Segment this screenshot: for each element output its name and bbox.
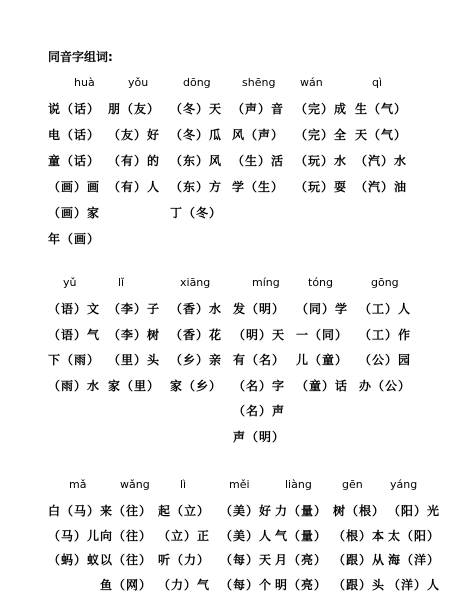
word-entry: （画）家 [48,206,101,220]
pinyin-label: měi [229,478,250,491]
word-entry: （汽）水 [355,154,408,168]
word-entry: 白（马） [48,504,101,518]
word-entry: 学（生） [232,180,285,194]
word-entry: 听（力） [158,553,211,567]
word-entry: （每）天 [220,553,273,567]
word-entry: 气（量） [275,528,328,543]
word-entry: 家（里） [108,378,161,393]
pinyin-label: huà [74,76,95,89]
word-entry: 声（明） [233,429,286,444]
pinyin-label: gēn [342,478,363,491]
word-entry: （名）字 [233,378,286,393]
page-title: 同音字组词: [48,50,113,64]
word-entry: 树（根） [333,504,386,518]
word-entry: （有）人 [108,180,161,194]
word-entry: 家（乡） [170,378,223,393]
word-entry: （乡）亲 [170,353,223,367]
word-entry: （玩）耍 [295,180,348,194]
word-entry: （冬）瓜 [170,128,223,142]
word-entry: 发（明） [233,302,286,316]
word-entry: （东）风 [170,154,223,168]
pinyin-label: míng [252,276,280,289]
pinyin-label: lì [180,478,187,491]
pinyin-label: yǒu [128,76,149,89]
word-entry: （立）正 [158,528,211,543]
word-entry: 风（声） [232,128,285,142]
word-entry: （汽）油 [355,180,408,194]
word-entry: 力（量） [275,504,328,518]
word-entry: （声）音 [232,102,285,116]
word-entry: （每）个 [220,577,273,592]
word-entry: 办（公） [359,378,412,393]
word-entry: （美）人 [220,528,273,543]
word-entry: （李）子 [108,302,161,316]
word-entry: （跟）头 [333,577,386,592]
word-entry: 来（往） [100,504,153,518]
word-entry: 朋（友） [108,102,161,116]
word-entry: 以（往） [100,553,153,567]
word-entry: 一（同） [296,327,349,342]
word-entry: （有）的 [108,154,161,168]
word-entry: 有（名） [233,353,286,367]
word-entry: 海（洋） [388,553,441,567]
word-entry: 生（气） [355,102,408,116]
word-entry: 电（话） [48,128,101,142]
word-entry: （美）好 [220,504,273,518]
word-entry: （友）好 [108,128,161,142]
word-entry: （公）园 [359,353,412,367]
word-entry: （工）人 [359,302,412,316]
pinyin-label: mǎ [69,478,87,491]
word-entry: （完）成 [295,102,348,116]
word-entry: 年（画） [48,232,101,246]
word-entry: （马）儿 [48,528,101,543]
pinyin-label: yǔ [63,276,77,289]
word-entry: （李）树 [108,327,161,342]
word-entry: 太（阳） [388,528,441,543]
word-entry: （力）气 [158,577,211,592]
word-entry: 月（亮） [275,553,328,567]
word-entry: （雨）水 [48,378,101,393]
word-entry: （东）方 [170,180,223,194]
pinyin-label: xiāng [180,276,211,289]
word-entry: （生）活 [232,154,285,168]
word-entry: （香）水 [170,302,223,316]
pinyin-label: gōng [371,276,399,289]
word-entry: （画）画 [48,180,101,194]
word-entry: （同）学 [296,302,349,316]
word-entry: （跟）从 [333,553,386,567]
pinyin-label: qì [372,76,383,89]
word-entry: （童）话 [296,378,349,393]
word-entry: （阳）光 [388,504,441,518]
word-entry: 明（亮） [275,577,328,592]
word-entry: （玩）水 [295,154,348,168]
pinyin-label: wán [300,76,323,89]
word-entry: （香）花 [170,327,223,342]
word-entry: 向（往） [100,528,153,543]
word-entry: 儿（童） [296,353,349,367]
word-entry: 下（雨） [48,353,101,367]
word-entry: （冬）天 [170,102,223,116]
pinyin-label: lǐ [118,276,125,289]
word-entry: （里）头 [108,353,161,367]
word-entry: （蚂）蚁 [48,553,101,567]
pinyin-label: liàng [285,478,312,491]
word-entry: 鱼（网） [100,577,153,592]
pinyin-label: tóng [308,276,333,289]
word-entry: 童（话） [48,154,101,168]
word-entry: 天（气） [355,128,408,142]
pinyin-label: wǎng [120,478,150,491]
word-entry: （洋）人 [388,577,441,592]
word-entry: 丁（冬） [170,206,223,220]
word-entry: （工）作 [359,327,412,342]
word-entry: （语）气 [48,327,101,342]
word-entry: （根）本 [333,528,386,543]
word-entry: （明）天 [233,327,286,342]
pinyin-label: shēng [242,76,276,89]
pinyin-label: dōng [183,76,211,89]
word-entry: （名）声 [233,404,286,418]
word-entry: 起（立） [158,504,211,518]
word-entry: （完）全 [295,128,348,142]
word-entry: （语）文 [48,302,101,316]
pinyin-label: yáng [390,478,418,491]
word-entry: 说（话） [48,102,101,116]
